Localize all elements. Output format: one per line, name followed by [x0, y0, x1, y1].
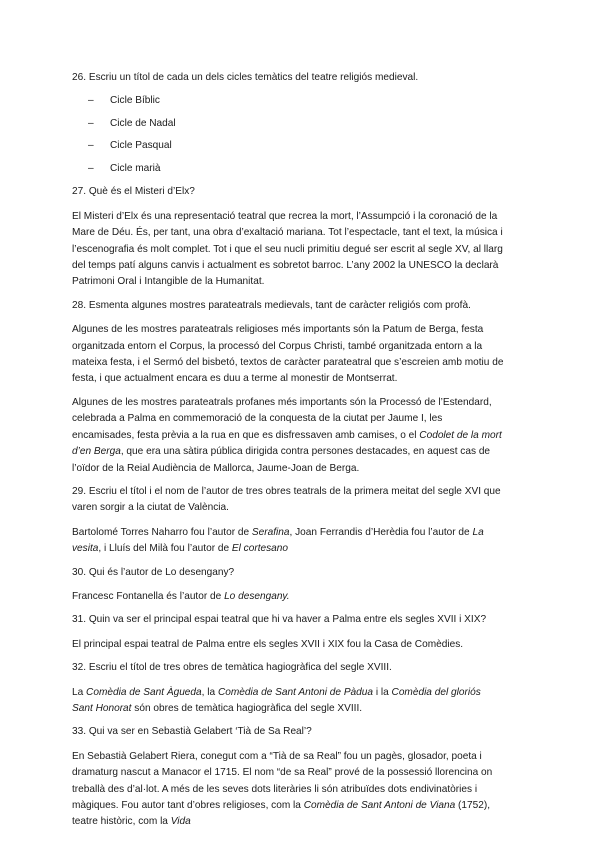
title-italic: La vesita: [72, 526, 484, 555]
answer-31: El principal espai teatral de Palma entre els segles XVII i XIX fou la Casa de Comèdies.: [72, 638, 464, 650]
title-italic: Comèdia del gloriós Sant Honorat: [72, 686, 481, 714]
question-32: 32. Escriu el títol de tres obres de temàtica hagiogràfica del segle XVIII.: [72, 662, 392, 674]
title-italic: Vida: [170, 816, 191, 828]
title-italic: Codolet de la mort d’en Berga: [72, 429, 502, 458]
title-italic: Serafina: [251, 526, 290, 538]
question-26: 26. Escriu un títol de cada un dels cicles temàtics del teatre religiós medieval.: [72, 72, 419, 83]
dash-bullet: –: [88, 140, 94, 152]
list-item: [72, 139, 504, 153]
title-italic: Comèdia de Sant Àgueda: [86, 686, 202, 698]
question-30: 30. Qui és l’autor de Lo desengany?: [72, 566, 235, 578]
cycles-list: [72, 94, 504, 176]
answer-30: Francesc Fontanella és l’autor de Lo desengany.: [72, 590, 290, 602]
question-29: 29. Escriu el títol i el nom de l’autor de tres obres teatrals de la primera meitat del segle XVI que varen sorgir a la ciutat de València.: [72, 485, 501, 514]
cycle-label: Cicle de Nadal: [110, 117, 176, 129]
question-28: 28. Esmenta algunes mostres parateatrals medievals, tant de caràcter religiós com profà.: [72, 299, 471, 311]
list-item: [72, 162, 504, 176]
cycle-label: Cicle marià: [110, 162, 161, 174]
answer-33: En Sebastià Gelabert Riera, conegut com a “Tià de sa Real” fou un pagès, glosador, poeta i dramaturg nascut a Manacor el 1715. El nom “de sa Real” prové de la possessió llorencina on treballà des d’al·lot. A més de les seves dots literàries li són atribuïdes dots endivinatòries i màgiques. Fou autor tant d’obres religioses, com la Comèdia de Sant Antoni de Viana (1752), teatre històric, com la Vida: [72, 750, 493, 828]
question-33: 33. Qui va ser en Sebastià Gelabert ‘Tià de Sa Real’?: [72, 726, 312, 738]
cycle-label: Cicle Bíblic: [110, 95, 160, 107]
list-item: [72, 117, 504, 131]
dash-bullet: –: [88, 95, 94, 107]
answer-28-religious: Algunes de les mostres parateatrals religioses més importants són la Patum de Berga, festa organitzada entorn el Corpus, la processó del Corpus Christi, també organitzada entorn a la mateixa festa, i el Sermó del bisbetó, textos de caràcter parateatral que s’escreien amb motiu de festa, i que actualment encara es duu a terme al monestir de Montserrat.: [72, 324, 504, 385]
title-italic: Comèdia de Sant Antoni de Pàdua: [217, 686, 374, 698]
cycle-label: Cicle Pasqual: [110, 140, 172, 152]
title-italic: Lo desengany.: [224, 590, 290, 602]
list-item: [72, 94, 504, 108]
answer-32: La Comèdia de Sant Àgueda, la Comèdia de Sant Antoni de Pàdua i la Comèdia del gloriós Sant Honorat són obres de temàtica hagiogràfica del segle XVIII.: [72, 686, 481, 714]
dash-bullet: –: [88, 162, 94, 174]
title-italic: El cortesano: [231, 543, 289, 555]
dash-bullet: –: [88, 117, 94, 129]
answer-28-profane: Algunes de les mostres parateatrals profanes més importants són la Processó de l’Estendard, celebrada a Palma en commemoració de la conquesta de la ciutat per Jaume I, les encamisades, festa prèvia a la rua en que es disfressaven amb camises, o el Codolet de la mort d’en Berga, que era una sàtira pública dirigida contra persones destacades, en aquest cas de l’oïdor de la Reial Audiència de Mallorca, Jaume-Joan de Berga.: [72, 396, 502, 474]
question-31: 31. Quin va ser el principal espai teatral que hi va haver a Palma entre els segles XVII i XIX?: [72, 614, 487, 626]
title-italic: Comèdia de Sant Antoni de Viana: [303, 800, 456, 811]
answer-27: El Misteri d’Elx és una representació teatral que recrea la mort, l’Assumpció i la coronació de la Mare de Déu. És, per tant, una obra d’exaltació mariana. Tot l’espectacle, tant el text, la música i l’escenografia és molt complet. Tot i que el seu nucli primitiu degué ser escrit al segle XV, al llarg del temps patí alguns canvis i actualment es sobretot barroc. L’any 2002 la UNESCO la declarà Patrimoni Oral i Intangible de la Humanitat.: [72, 210, 503, 288]
question-27: 27. Què és el Misteri d’Elx?: [72, 186, 195, 198]
answer-29: Bartolomé Torres Naharro fou l’autor de Serafina, Joan Ferrandis d’Herèdia fou l’autor de La vesita, i Lluís del Milà fou l’autor de El cortesano: [72, 526, 484, 555]
